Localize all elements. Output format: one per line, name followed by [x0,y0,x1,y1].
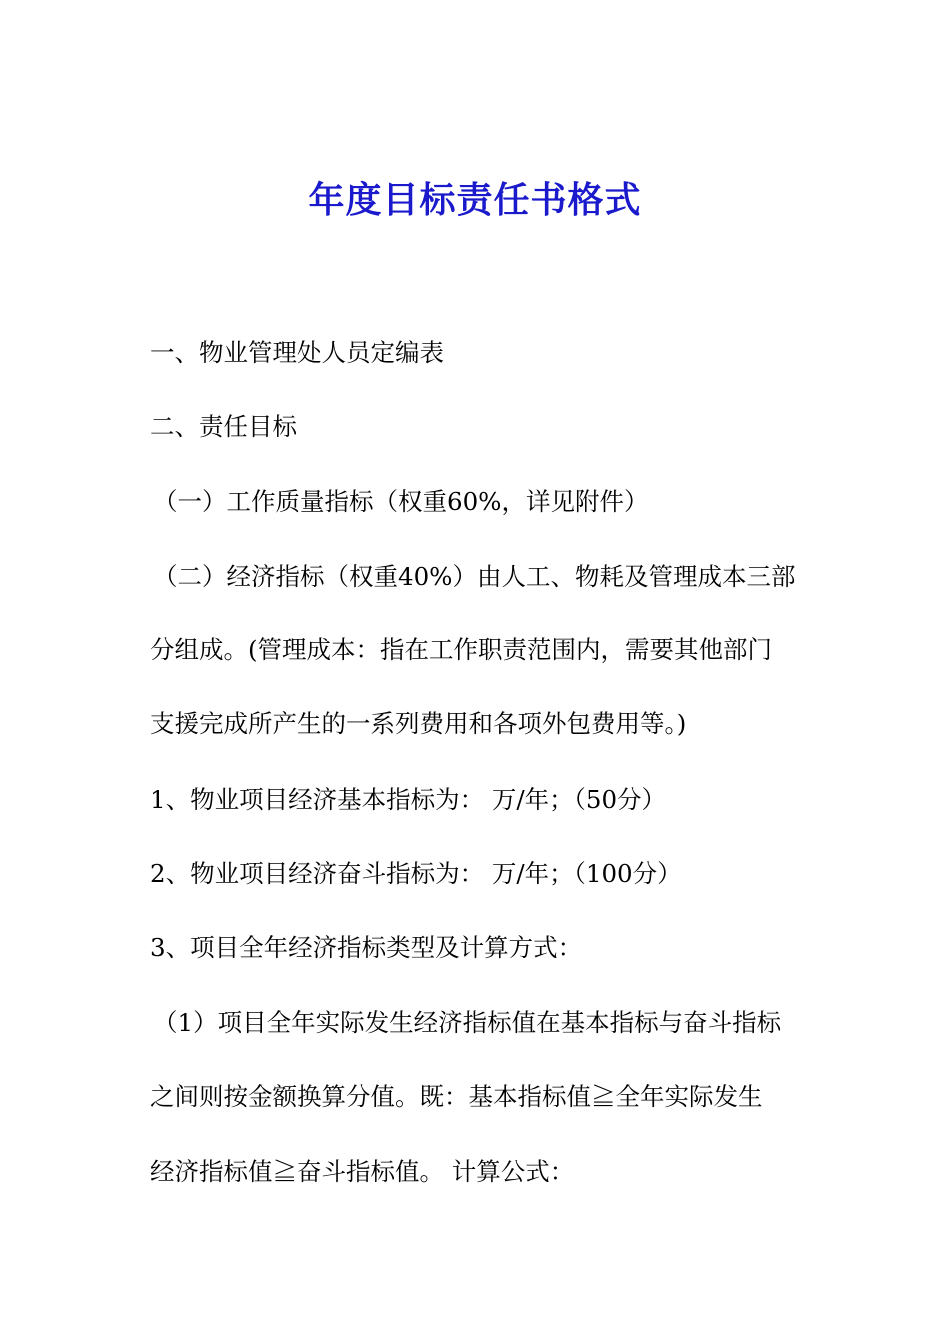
document-title: 年度目标责任书格式 [308,180,642,221]
section-heading-targets: 二、责任目标 [150,412,297,441]
section-heading-staffing: 一、物业管理处人员定编表 [150,338,444,367]
paragraph-economic-index: （二）经济指标（权重40%）由人工、物耗及管理成本三部 [153,562,796,591]
paragraph-calculation-rule: （1）项目全年实际发生经济指标值在基本指标与奋斗指标 [153,1008,782,1037]
paragraph-quality-index: （一）工作质量指标（权重60%，详见附件） [153,487,649,516]
list-item-stretch-target: 2、物业项目经济奋斗指标为： 万/年；（100分） [150,859,682,888]
paragraph-line: 分组成。(管理成本：指在工作职责范围内，需要其他部门 [150,635,773,664]
list-item-basic-target: 1、物业项目经济基本指标为： 万/年；（50分） [150,785,667,814]
list-item-calculation: 3、项目全年经济指标类型及计算方式： [150,933,583,962]
paragraph-line: 之间则按金额换算分值。既：基本指标值≧全年实际发生 [150,1082,763,1111]
paragraph-line: 经济指标值≧奋斗指标值。 计算公式： [150,1157,575,1186]
paragraph-line: 支援完成所产生的一系列费用和各项外包费用等。) [150,709,687,738]
